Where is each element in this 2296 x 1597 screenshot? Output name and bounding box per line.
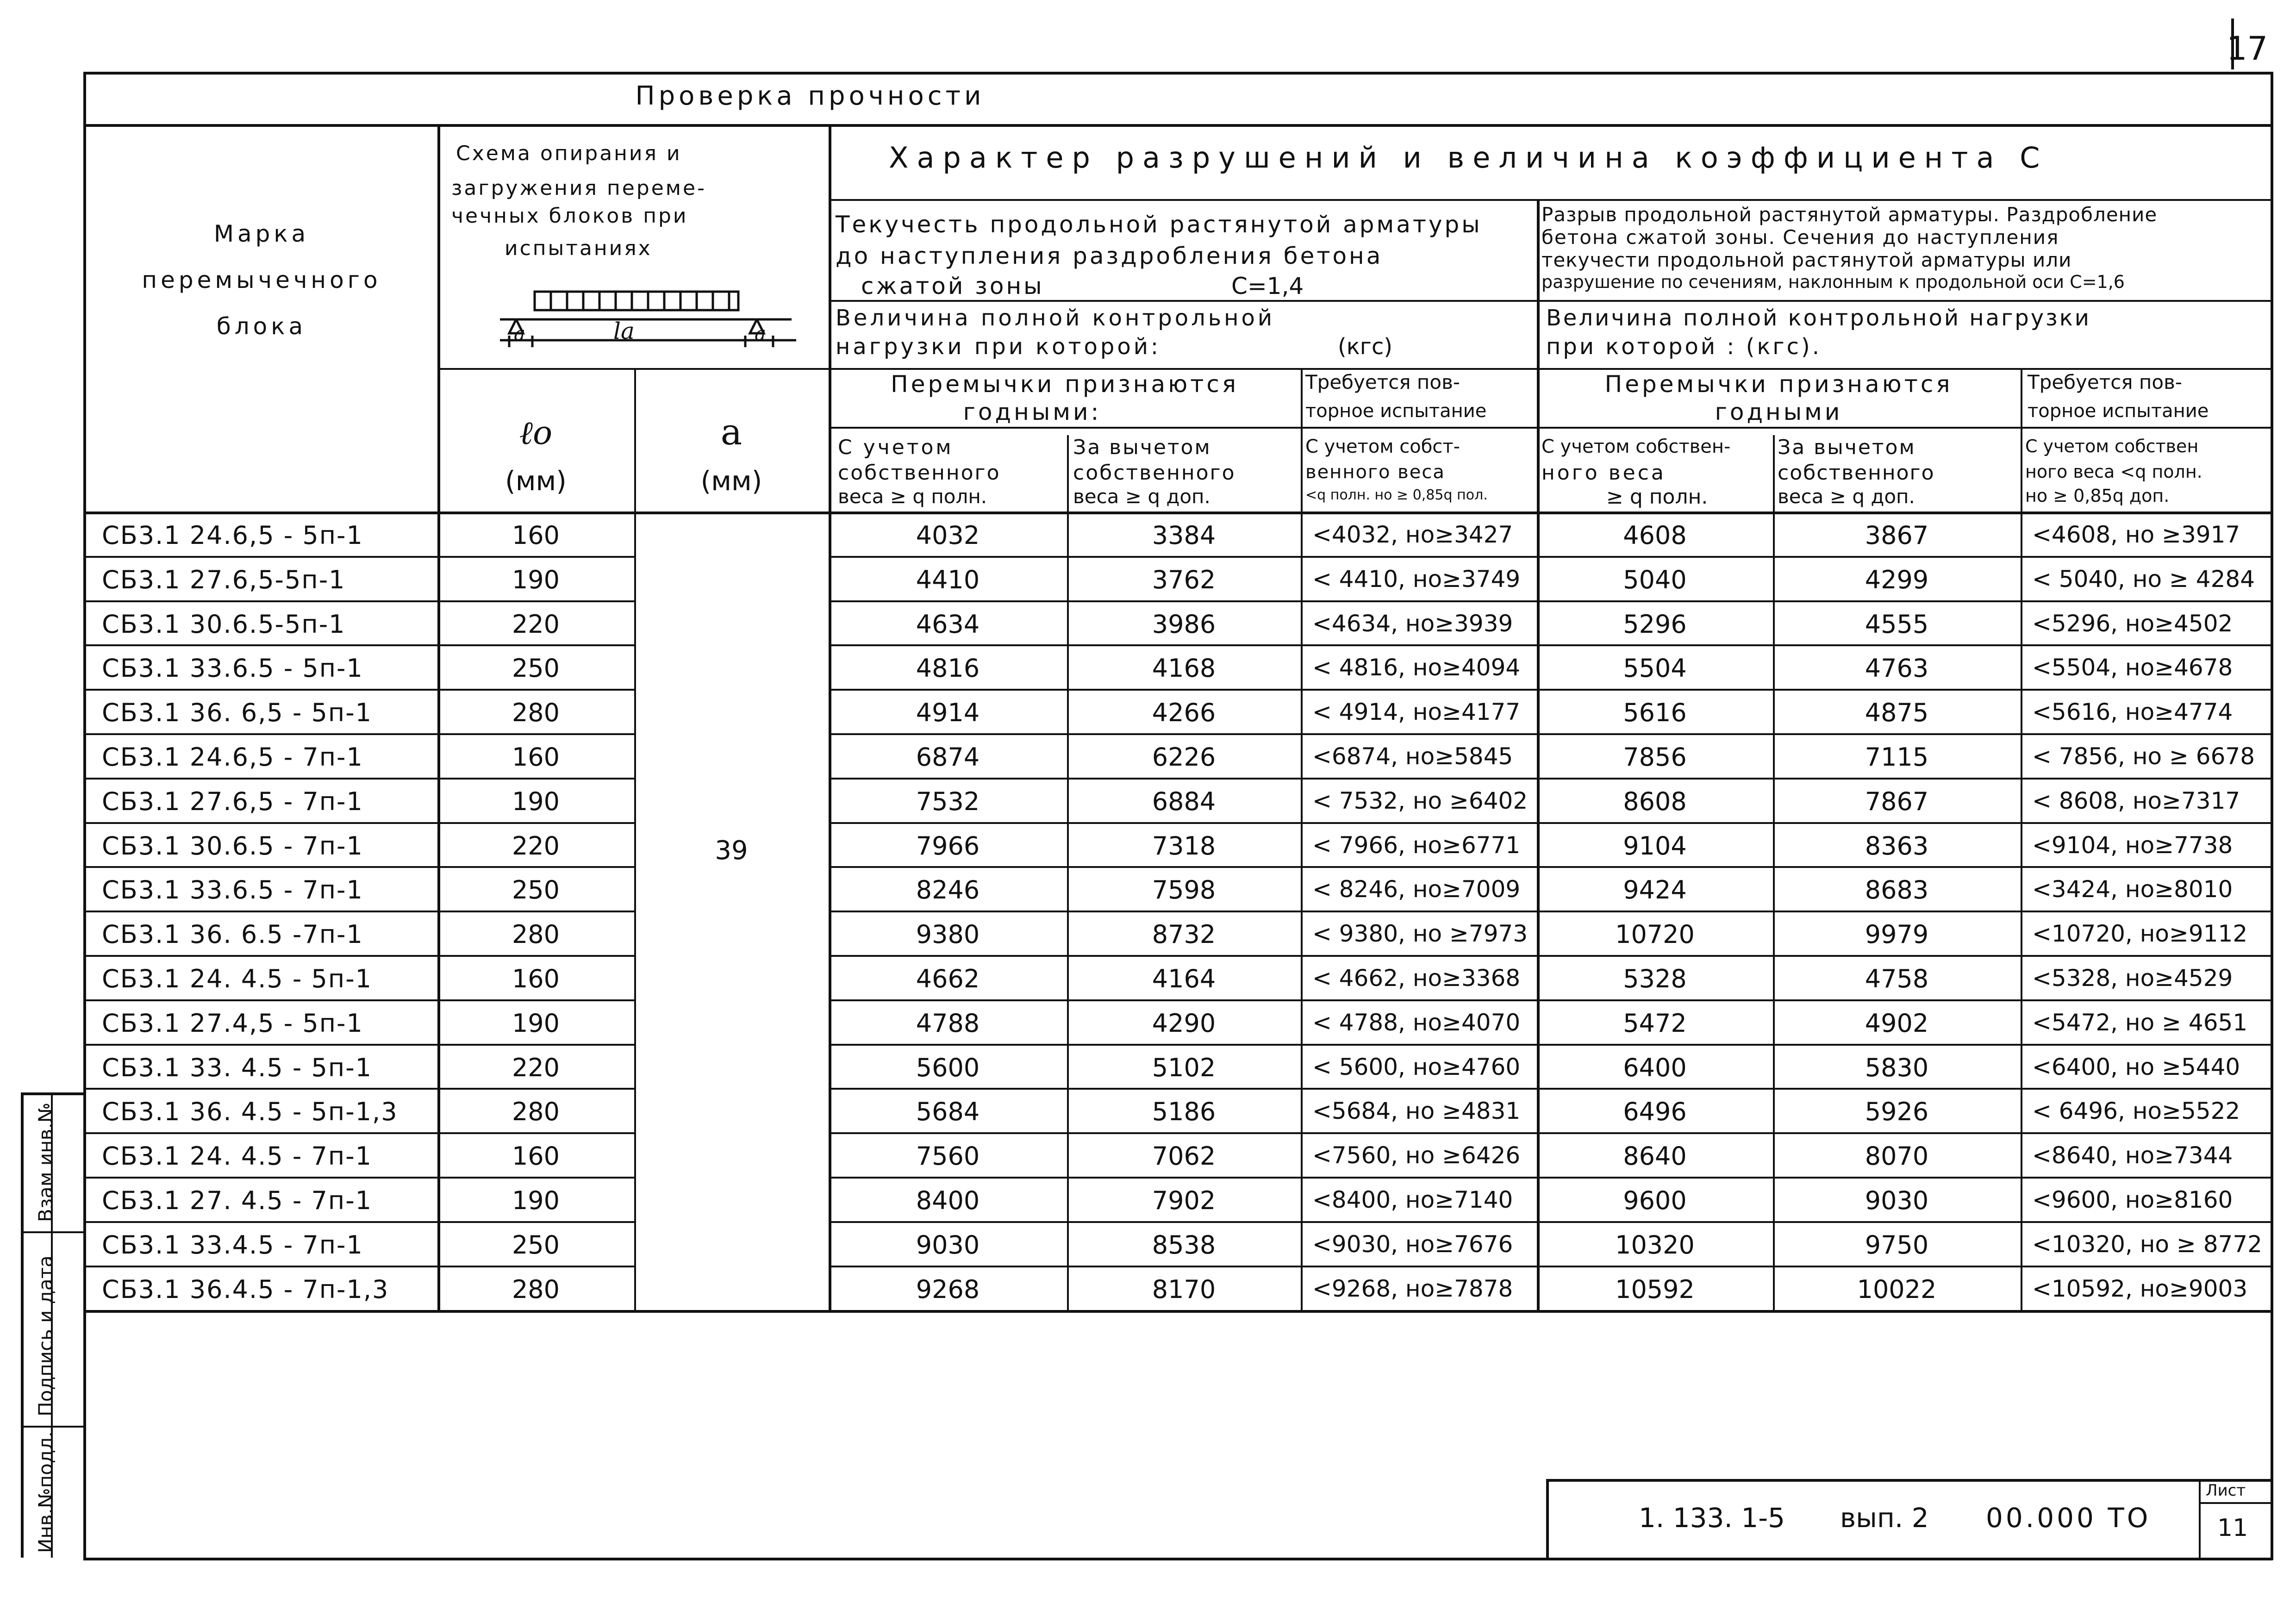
stamp-div-1 <box>21 1231 83 1233</box>
cell-b1: 5472 <box>1623 1008 1687 1038</box>
a-header: a <box>720 412 742 453</box>
cell-a1: 4634 <box>916 609 980 639</box>
sheet-label: Лист <box>2206 1481 2246 1500</box>
mark-header-1: Марка <box>213 220 310 247</box>
stamp-outer-left <box>21 1092 24 1558</box>
cell-a2: 3762 <box>1152 565 1216 594</box>
cell-a2: 7318 <box>1152 831 1216 861</box>
doc-number: 00.000 ТО <box>1986 1502 2151 1534</box>
sheet-number: 11 <box>2217 1514 2248 1542</box>
cell-b2: 4902 <box>1865 1008 1929 1038</box>
cell-mark: СБ3.1 27. 4.5 - 7п-1 <box>102 1186 373 1215</box>
groupB-retest-1: Требуется пов- <box>2028 371 2182 393</box>
scheme-label-a-left: a <box>514 322 526 345</box>
cell-a2: 7902 <box>1152 1186 1216 1215</box>
cell-a1: 6874 <box>916 742 980 772</box>
cell-mark: СБ3.1 33. 4.5 - 5п-1 <box>102 1053 373 1082</box>
cell-a2: 3986 <box>1152 609 1216 639</box>
groupB-col1-h2: ного веса <box>1541 461 1666 485</box>
cell-a2: 8538 <box>1152 1230 1216 1260</box>
groupB-col3-h2: ного веса <q полн. <box>2025 462 2202 482</box>
cell-lo: 160 <box>512 1142 560 1171</box>
cell-lo: 280 <box>512 920 560 949</box>
groupA-coef: С=1,4 <box>1231 273 1304 299</box>
cell-b3: < 6496, но≥5522 <box>2032 1098 2240 1125</box>
groupA-col3-h1: С учетом собст- <box>1305 436 1460 457</box>
cell-a1: 7560 <box>916 1142 980 1171</box>
col-line-7 <box>1773 435 1775 1311</box>
cell-a2: 8170 <box>1152 1274 1216 1304</box>
row-separator <box>829 955 2271 957</box>
row-separator <box>829 822 2271 824</box>
a-unit: (мм) <box>700 465 762 497</box>
groupB-col1-h3: ≥ q полн. <box>1606 485 1708 509</box>
groupA-col2-h2: собственного <box>1073 461 1236 485</box>
row-separator <box>83 1132 634 1134</box>
cell-mark: СБ3.1 36. 6,5 - 5п-1 <box>102 698 373 728</box>
cell-mark: СБ3.1 33.6.5 - 5п-1 <box>102 654 363 683</box>
groupA-col3-h3: <q полн. но ≥ 0,85q пол. <box>1305 487 1488 503</box>
row-separator <box>83 999 634 1001</box>
groupA-load-1: Величина полной контрольной <box>836 305 1275 331</box>
row-separator <box>83 1221 634 1223</box>
cell-b3: < 5040, но ≥ 4284 <box>2032 565 2255 593</box>
cell-a2: 5102 <box>1152 1053 1216 1082</box>
groupB-load-1: Величина полной контрольной нагрузки <box>1546 305 2091 331</box>
cell-b1: 10320 <box>1615 1230 1695 1260</box>
cell-b2: 8683 <box>1865 875 1929 905</box>
cell-a2: 6226 <box>1152 742 1216 772</box>
row-separator <box>829 1044 2271 1046</box>
row-separator <box>829 556 2271 558</box>
title-block-sheet-rule <box>2199 1502 2271 1504</box>
cell-b2: 9750 <box>1865 1230 1929 1260</box>
cell-lo: 250 <box>512 654 560 683</box>
doc-code: 1. 133. 1-5 <box>1639 1502 1785 1534</box>
cell-a3: < 8246, но≥7009 <box>1312 876 1521 903</box>
row-separator <box>829 1266 2271 1267</box>
cell-a1: 7532 <box>916 786 980 816</box>
groupA-col2-h3: веса ≥ q доп. <box>1073 485 1210 508</box>
cell-b3: <8640, но≥7344 <box>2032 1142 2233 1169</box>
cell-a3: <6874, но≥5845 <box>1312 743 1513 770</box>
a-value: 39 <box>715 836 748 866</box>
cell-a3: <5684, но ≥4831 <box>1312 1098 1521 1125</box>
cell-b1: 5616 <box>1623 698 1687 728</box>
title-underline <box>83 124 2273 127</box>
cell-lo: 250 <box>512 1230 560 1260</box>
cell-mark: СБ3.1 27.6,5-5п-1 <box>102 565 346 594</box>
cell-b2: 7867 <box>1865 786 1929 816</box>
cell-a1: 9030 <box>916 1230 980 1260</box>
groupA-load-unit: (кгс) <box>1338 334 1393 360</box>
rule-under-load <box>437 368 2271 370</box>
cell-a3: < 9380, но ≥7973 <box>1312 920 1528 948</box>
page-number-divider <box>2231 19 2234 69</box>
frame-right <box>2271 72 2273 1560</box>
cell-a3: < 7532, но ≥6402 <box>1312 787 1528 814</box>
cell-lo: 160 <box>512 964 560 993</box>
groupB-col1-h1: С учетом собствен- <box>1541 436 1731 457</box>
page-title: Проверка прочности <box>635 81 985 111</box>
groupA-col2-h1: За вычетом <box>1073 436 1211 459</box>
groupB-fit-2: годными <box>1715 399 1843 425</box>
groupB-col2-h3: веса ≥ q доп. <box>1778 485 1915 508</box>
cell-a3: < 4410, но≥3749 <box>1312 565 1521 593</box>
groupA-fit-1: Перемычки признаются <box>891 371 1239 398</box>
cell-lo: 160 <box>512 742 560 772</box>
scheme-header-3: чечных блоков при <box>451 204 688 228</box>
cell-a2: 4266 <box>1152 698 1216 728</box>
cell-a1: 9380 <box>916 920 980 949</box>
cell-b1: 5296 <box>1623 609 1687 639</box>
cell-mark: СБ3.1 33.6.5 - 7п-1 <box>102 875 363 905</box>
cell-b1: 9600 <box>1623 1186 1687 1215</box>
title-block-left <box>1546 1479 1549 1558</box>
cell-a3: < 4788, но≥4070 <box>1312 1009 1521 1036</box>
cell-a3: < 4662, но≥3368 <box>1312 965 1521 992</box>
cell-mark: СБ3.1 24.6,5 - 7п-1 <box>102 742 363 772</box>
row-separator <box>83 556 634 558</box>
cell-a3: < 7966, но≥6771 <box>1312 831 1521 859</box>
cell-mark: СБ3.1 24. 4.5 - 5п-1 <box>102 964 373 993</box>
groupA-col1-h3: веса ≥ q полн. <box>838 485 987 508</box>
cell-mark: СБ3.1 30.6.5-5п-1 <box>102 609 346 639</box>
cell-lo: 220 <box>512 831 560 861</box>
cell-b3: < 8608, но≥7317 <box>2032 787 2240 814</box>
row-separator <box>829 600 2271 602</box>
cell-a1: 4032 <box>916 521 980 550</box>
cell-b1: 6400 <box>1623 1053 1687 1082</box>
cell-b1: 5504 <box>1623 654 1687 683</box>
row-separator <box>83 1088 634 1090</box>
groupA-col1-h2: собственного <box>838 461 1001 485</box>
row-separator <box>83 955 634 957</box>
lo-unit: (мм) <box>505 465 567 497</box>
cell-b3: <6400, но ≥5440 <box>2032 1053 2240 1080</box>
cell-b3: <5504, но≥4678 <box>2032 654 2233 681</box>
cell-b3: <10720, но≥9112 <box>2032 920 2248 948</box>
cell-lo: 160 <box>512 521 560 550</box>
cell-b2: 8363 <box>1865 831 1929 861</box>
scheme-header-2: загружения переме- <box>451 176 706 200</box>
groupB-desc-3: текучести продольной растянутой арматуры или <box>1541 249 2072 271</box>
cell-lo: 220 <box>512 609 560 639</box>
cell-b1: 10592 <box>1615 1274 1695 1304</box>
table-bottom-rule <box>83 1310 2273 1313</box>
cell-a3: <9268, но≥7878 <box>1312 1275 1513 1302</box>
row-separator <box>83 778 634 780</box>
groupB-desc-4: разрушение по сечениям, наклонным к продольной оси С=1,6 <box>1541 272 2125 292</box>
scheme-header-4: испытаниях <box>505 237 652 260</box>
cell-b1: 5040 <box>1623 565 1687 594</box>
cell-lo: 190 <box>512 1186 560 1215</box>
row-separator <box>83 911 634 912</box>
cell-b2: 4758 <box>1865 964 1929 993</box>
groupB-col3-h3: но ≥ 0,85q доп. <box>2025 486 2170 506</box>
cell-b2: 5830 <box>1865 1053 1929 1082</box>
row-separator <box>83 1266 634 1267</box>
row-separator <box>829 1177 2271 1179</box>
cell-b1: 10720 <box>1615 920 1695 949</box>
lo-header: ℓo <box>519 414 553 452</box>
cell-lo: 220 <box>512 1053 560 1082</box>
cell-a1: 4788 <box>916 1008 980 1038</box>
stamp-div-2 <box>21 1426 83 1428</box>
cell-a3: <7560, но ≥6426 <box>1312 1142 1521 1169</box>
stamp-vzam: Взам инв.№ <box>34 1102 57 1222</box>
frame-left <box>83 72 86 1560</box>
cell-lo: 190 <box>512 565 560 594</box>
cell-mark: СБ3.1 30.6.5 - 7п-1 <box>102 831 363 861</box>
groupA-desc-2: до наступления раздробления бетона <box>836 243 1383 269</box>
cell-a3: <4032, но≥3427 <box>1312 521 1513 548</box>
cell-a2: 7062 <box>1152 1142 1216 1171</box>
cell-b1: 8608 <box>1623 786 1687 816</box>
cell-a1: 7966 <box>916 831 980 861</box>
row-separator <box>829 999 2271 1001</box>
rule-under-fit <box>829 427 2271 429</box>
cell-a2: 6884 <box>1152 786 1216 816</box>
cell-b3: <9104, но≥7738 <box>2032 831 2233 859</box>
row-separator <box>829 644 2271 646</box>
row-separator <box>829 689 2271 691</box>
cell-b3: <5328, но≥4529 <box>2032 965 2233 992</box>
groupB-load-2: при которой : (кгс). <box>1546 334 1822 360</box>
page-number: 17 <box>2227 30 2268 68</box>
cell-b1: 7856 <box>1623 742 1687 772</box>
groupB-desc-2: бетона сжатой зоны. Сечения до наступления <box>1541 226 2059 249</box>
scheme-label-a-right: a <box>755 322 767 345</box>
cell-mark: СБ3.1 27.6,5 - 7п-1 <box>102 786 363 816</box>
cell-b2: 4555 <box>1865 609 1929 639</box>
cell-a1: 9268 <box>916 1274 980 1304</box>
row-separator <box>829 1132 2271 1134</box>
scheme-header-1: Схема опирания и <box>456 142 682 165</box>
cell-a1: 4662 <box>916 964 980 993</box>
groupA-desc-3: сжатой зоны <box>861 273 1044 299</box>
cell-b3: <5296, но≥4502 <box>2032 610 2233 637</box>
frame-top <box>83 72 2273 75</box>
cell-b3: < 7856, но ≥ 6678 <box>2032 743 2255 770</box>
cell-a3: <8400, но≥7140 <box>1312 1186 1513 1213</box>
stamp-inv-sub: Инв.№подл. <box>34 1431 57 1553</box>
cell-b2: 9979 <box>1865 920 1929 949</box>
row-separator <box>829 733 2271 735</box>
cell-b2: 8070 <box>1865 1142 1929 1171</box>
row-separator <box>83 866 634 868</box>
cell-b2: 4763 <box>1865 654 1929 683</box>
cell-mark: СБ3.1 33.4.5 - 7п-1 <box>102 1230 363 1260</box>
groupB-col3-h1: С учетом собствен <box>2025 436 2199 456</box>
cell-mark: СБ3.1 36. 6.5 -7п-1 <box>102 920 363 949</box>
row-separator <box>829 866 2271 868</box>
cell-b3: <5616, но≥4774 <box>2032 699 2233 726</box>
cell-lo: 190 <box>512 786 560 816</box>
groupA-retest-2: торное испытание <box>1305 400 1487 422</box>
title-block-top <box>1546 1479 2273 1482</box>
mark-header-2: перемычечного <box>142 267 381 293</box>
cell-b1: 6496 <box>1623 1097 1687 1127</box>
row-separator <box>829 911 2271 912</box>
main-title: Характер разрушений и величина коэффициента С <box>889 141 2048 175</box>
rule-under-desc <box>829 300 2271 302</box>
cell-mark: СБ3.1 24.6,5 - 5п-1 <box>102 521 363 550</box>
cell-a3: < 4816, но≥4094 <box>1312 654 1521 681</box>
cell-b3: <4608, но ≥3917 <box>2032 521 2240 548</box>
cell-mark: СБ3.1 36. 4.5 - 5п-1,3 <box>102 1097 398 1127</box>
cell-a3: < 4914, но≥4177 <box>1312 699 1521 726</box>
rule-header-bottom <box>83 512 2273 514</box>
row-separator <box>83 822 634 824</box>
scheme-label-la: la <box>613 318 635 344</box>
cell-a2: 4168 <box>1152 654 1216 683</box>
cell-b2: 4875 <box>1865 698 1929 728</box>
cell-b1: 9104 <box>1623 831 1687 861</box>
row-separator <box>83 689 634 691</box>
groupB-fit-1: Перемычки признаются <box>1604 371 1953 398</box>
cell-b2: 7115 <box>1865 742 1929 772</box>
cell-b2: 4299 <box>1865 565 1929 594</box>
cell-a3: <9030, но≥7676 <box>1312 1230 1513 1258</box>
cell-b1: 4608 <box>1623 521 1687 550</box>
row-separator <box>83 644 634 646</box>
groupB-col2-h2: собственного <box>1778 461 1935 485</box>
groupA-retest-1: Требуется пов- <box>1305 371 1460 393</box>
groupA-col3-h2: венного веса <box>1305 462 1445 483</box>
cell-b1: 5328 <box>1623 964 1687 993</box>
cell-lo: 190 <box>512 1008 560 1038</box>
groupA-col1-h1: С учетом <box>838 436 954 459</box>
groupB-col2-h1: За вычетом <box>1778 436 1916 459</box>
cell-a1: 5684 <box>916 1097 980 1127</box>
row-separator <box>83 600 634 602</box>
cell-a1: 4410 <box>916 565 980 594</box>
groupA-load-2: нагрузки при которой: <box>836 334 1161 360</box>
row-separator <box>83 733 634 735</box>
cell-b3: <3424, но≥8010 <box>2032 876 2233 903</box>
cell-a2: 8732 <box>1152 920 1216 949</box>
groupA-desc-1: Текучесть продольной растянутой арматуры <box>836 211 1482 238</box>
row-separator <box>829 1088 2271 1090</box>
cell-a2: 4290 <box>1152 1008 1216 1038</box>
cell-b2: 9030 <box>1865 1186 1929 1215</box>
cell-b1: 9424 <box>1623 875 1687 905</box>
frame-bottom <box>83 1558 2273 1560</box>
col-line-4 <box>1067 435 1069 1311</box>
cell-a2: 4164 <box>1152 964 1216 993</box>
cell-a1: 8400 <box>916 1186 980 1215</box>
cell-a2: 7598 <box>1152 875 1216 905</box>
cell-b1: 8640 <box>1623 1142 1687 1171</box>
cell-mark: СБ3.1 27.4,5 - 5п-1 <box>102 1008 363 1038</box>
cell-lo: 250 <box>512 875 560 905</box>
cell-b3: <10592, но≥9003 <box>2032 1275 2248 1302</box>
doc-issue: вып. 2 <box>1840 1502 1929 1534</box>
groupB-retest-2: торное испытание <box>2028 400 2209 422</box>
cell-lo: 280 <box>512 1274 560 1304</box>
cell-a1: 5600 <box>916 1053 980 1082</box>
cell-a2: 5186 <box>1152 1097 1216 1127</box>
cell-b2: 3867 <box>1865 521 1929 550</box>
cell-a3: <4634, но≥3939 <box>1312 610 1513 637</box>
cell-b2: 10022 <box>1857 1274 1937 1304</box>
mark-header-3: блока <box>216 313 307 340</box>
cell-mark: СБ3.1 36.4.5 - 7п-1,3 <box>102 1274 389 1304</box>
cell-mark: СБ3.1 24. 4.5 - 7п-1 <box>102 1142 373 1171</box>
row-separator <box>829 778 2271 780</box>
cell-b3: <9600, но≥8160 <box>2032 1186 2233 1213</box>
rule-under-main-title <box>829 199 2271 201</box>
row-separator <box>83 1177 634 1179</box>
cell-a3: < 5600, но≥4760 <box>1312 1053 1521 1080</box>
cell-a2: 3384 <box>1152 521 1216 550</box>
cell-b2: 5926 <box>1865 1097 1929 1127</box>
groupA-fit-2: годными: <box>963 399 1102 425</box>
cell-b3: <10320, но ≥ 8772 <box>2032 1230 2262 1258</box>
col-line-8 <box>2021 368 2022 1311</box>
title-block-sheet-divider <box>2199 1479 2201 1558</box>
cell-b3: <5472, но ≥ 4651 <box>2032 1009 2248 1036</box>
groupB-desc-1: Разрыв продольной растянутой арматуры. Раздробление <box>1541 203 2158 226</box>
cell-lo: 280 <box>512 1097 560 1127</box>
cell-a1: 4914 <box>916 698 980 728</box>
cell-lo: 280 <box>512 698 560 728</box>
stamp-sign-date: Подпись и дата <box>34 1255 57 1416</box>
cell-a1: 4816 <box>916 654 980 683</box>
row-separator <box>829 1221 2271 1223</box>
cell-a1: 8246 <box>916 875 980 905</box>
row-separator <box>83 1044 634 1046</box>
col-line-5 <box>1301 368 1303 1311</box>
